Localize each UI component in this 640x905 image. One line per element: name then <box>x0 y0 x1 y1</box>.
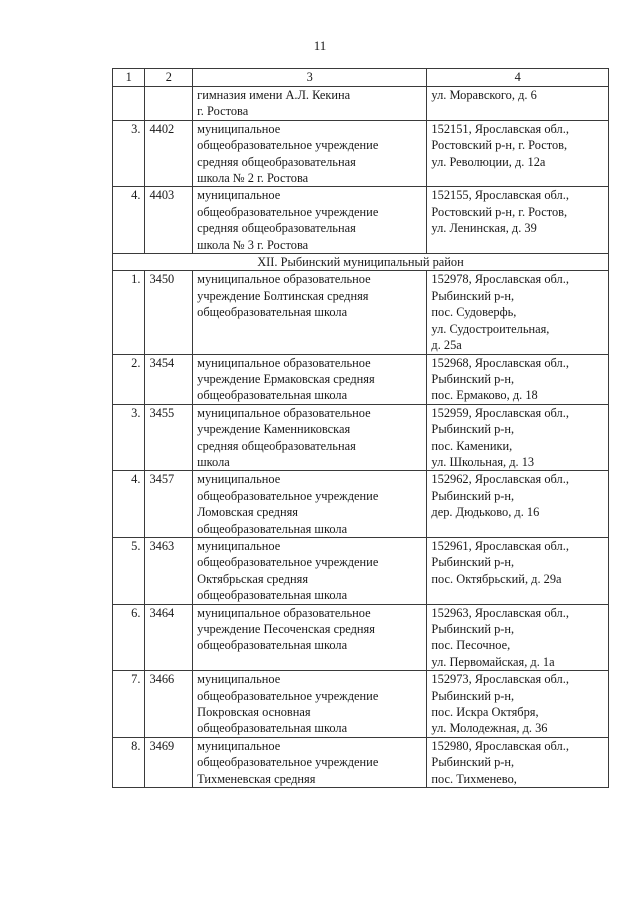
section-title: XII. Рыбинский муниципальный район <box>113 254 609 271</box>
row-code: 4403 <box>145 187 193 254</box>
row-address: 152961, Ярославская обл., Рыбинский р-н, пос. Октябрьский, д. 29а <box>427 537 609 604</box>
row-address: 152978, Ярославская обл., Рыбинский р-н, пос. Судоверфь, ул. Судостроительная, д. 25а <box>427 271 609 354</box>
row-institution-name: муниципальное образовательное учреждение Каменниковская средняя общеобразовательная школа <box>193 404 427 471</box>
header-col-2: 2 <box>145 69 193 87</box>
continuation-row <box>113 87 609 121</box>
table-row <box>113 737 609 787</box>
row-number: 3. <box>113 404 145 471</box>
row-institution-name: муниципальное общеобразовательное учреждение Ломовская средняя общеобразовательная школа <box>193 471 427 538</box>
row-address: 152963, Ярославская обл., Рыбинский р-н, пос. Песочное, ул. Первомайская, д. 1а <box>427 604 609 671</box>
row-code: 3450 <box>145 271 193 354</box>
row-address: 152155, Ярославская обл., Ростовский р-н, г. Ростов, ул. Ленинская, д. 39 <box>427 187 609 254</box>
row-code: 3464 <box>145 604 193 671</box>
row-institution-name: гимназия имени А.Л. Кекина г. Ростова <box>193 87 427 121</box>
row-address: 152973, Ярославская обл., Рыбинский р-н, пос. Искра Октября, ул. Молодежная, д. 36 <box>427 671 609 738</box>
row-number: 2. <box>113 354 145 404</box>
table-row <box>113 354 609 404</box>
header-col-1: 1 <box>113 69 145 87</box>
row-address: 152151, Ярославская обл., Ростовский р-н, г. Ростов, ул. Революции, д. 12а <box>427 120 609 187</box>
row-address: 152968, Ярославская обл., Рыбинский р-н, пос. Ермаково, д. 18 <box>427 354 609 404</box>
section-heading-row <box>113 254 609 271</box>
row-code: 3463 <box>145 537 193 604</box>
row-institution-name: муниципальное общеобразовательное учреждение Октябрьская средняя общеобразовательная школа <box>193 537 427 604</box>
table-row <box>113 187 609 254</box>
row-number: 3. <box>113 120 145 187</box>
row-address: 152959, Ярославская обл., Рыбинский р-н, пос. Каменики, ул. Школьная, д. 13 <box>427 404 609 471</box>
row-number <box>113 87 145 121</box>
schools-table <box>112 68 609 788</box>
row-institution-name: муниципальное общеобразовательное учреждение Тихменевская средняя <box>193 737 427 787</box>
header-col-3: 3 <box>193 69 427 87</box>
table-row <box>113 471 609 538</box>
row-code: 3469 <box>145 737 193 787</box>
row-number: 7. <box>113 671 145 738</box>
row-number: 8. <box>113 737 145 787</box>
row-code: 3455 <box>145 404 193 471</box>
table-row <box>113 537 609 604</box>
row-address: ул. Моравского, д. 6 <box>427 87 609 121</box>
row-address: 152980, Ярославская обл., Рыбинский р-н, пос. Тихменево, <box>427 737 609 787</box>
row-institution-name: муниципальное общеобразовательное учреждение средняя общеобразовательная школа № 2 г. Ростова <box>193 120 427 187</box>
row-institution-name: муниципальное образовательное учреждение Болтинская средняя общеобразовательная школа <box>193 271 427 354</box>
table-row <box>113 271 609 354</box>
row-code <box>145 87 193 121</box>
row-number: 6. <box>113 604 145 671</box>
row-code: 3457 <box>145 471 193 538</box>
row-institution-name: муниципальное общеобразовательное учреждение средняя общеобразовательная школа № 3 г. Ростова <box>193 187 427 254</box>
page-number: 11 <box>313 38 327 53</box>
table-row <box>113 120 609 187</box>
row-code: 3454 <box>145 354 193 404</box>
table-header-row <box>113 69 609 87</box>
row-number: 1. <box>113 271 145 354</box>
row-number: 4. <box>113 471 145 538</box>
row-institution-name: муниципальное образовательное учреждение Ермаковская средняя общеобразовательная школа <box>193 354 427 404</box>
row-code: 4402 <box>145 120 193 187</box>
table-row <box>113 404 609 471</box>
row-institution-name: муниципальное общеобразовательное учреждение Покровская основная общеобразовательная школа <box>193 671 427 738</box>
header-col-4: 4 <box>427 69 609 87</box>
row-number: 5. <box>113 537 145 604</box>
row-address: 152962, Ярославская обл., Рыбинский р-н, дер. Дюдьково, д. 16 <box>427 471 609 538</box>
row-code: 3466 <box>145 671 193 738</box>
row-number: 4. <box>113 187 145 254</box>
table-row <box>113 604 609 671</box>
row-institution-name: муниципальное образовательное учреждение Песоченская средняя общеобразовательная школа <box>193 604 427 671</box>
table-row <box>113 671 609 738</box>
